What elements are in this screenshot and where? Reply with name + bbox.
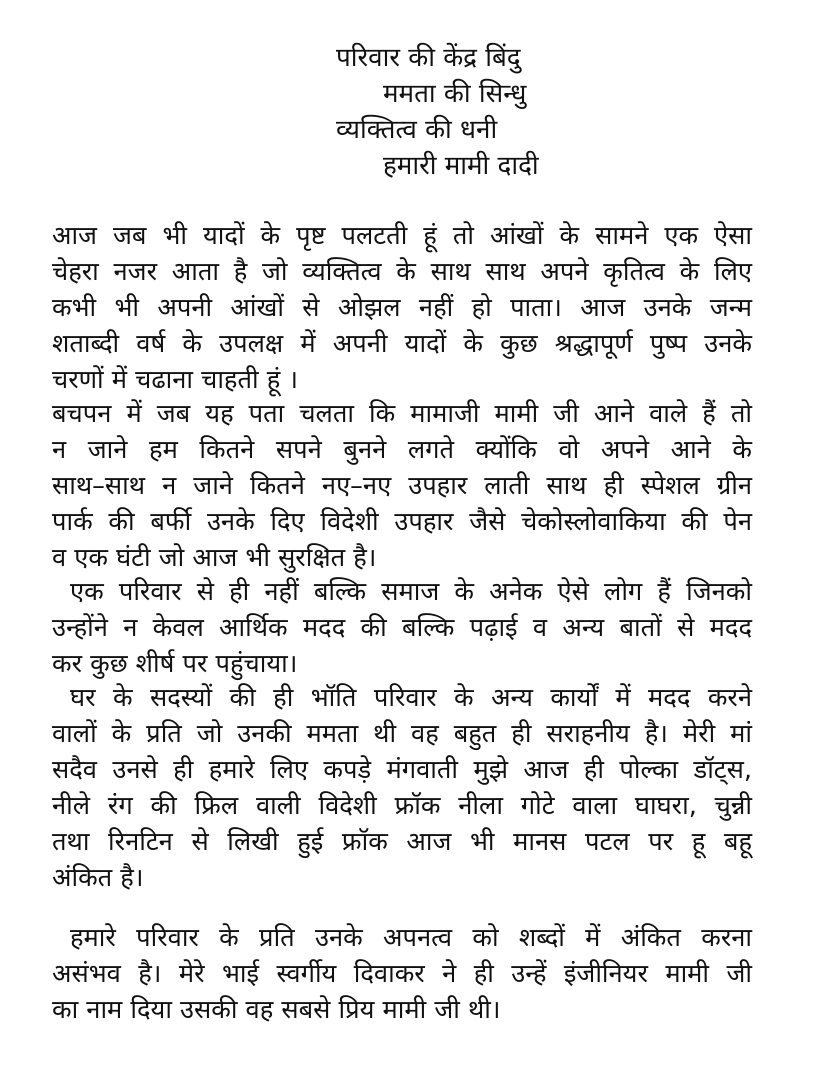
text-line: सदैव उनसे ही हमारे लिए कपड़े मंगवाती मुझे आज ही पोल्का डॉट्स,: [52, 755, 752, 785]
text-line: एक परिवार से ही नहीं बल्कि समाज के अनेक ऐसे लोग हैं जिनको: [70, 577, 752, 607]
text-line: कर कुछ शीर्ष पर पहुंचाया।: [52, 649, 298, 679]
text-line: साथ–साथ न जाने कितने नए–नए उपहार लाती साथ ही स्पेशल ग्रीन: [52, 471, 752, 501]
text-line: न जाने हम कितने सपने बुनने लगते क्योंकि वो अपने आने के: [52, 435, 752, 465]
text-line: अंकित है।: [52, 863, 144, 893]
text-line: हमारे परिवार के प्रति उनके अपनत्व को शब्दों में अंकित करना: [70, 923, 752, 953]
text-line: आज जब भी यादों के पृष्ट पलटती हूं तो आंखों के सामने एक ऐसा: [52, 221, 752, 251]
text-line: उन्होंने न केवल आर्थिक मदद की बल्कि पढ़ाई व अन्य बातों से मदद: [52, 613, 752, 643]
text-line: कभी भी अपनी आंखों से ओझल नहीं हो पाता। आज उनके जन्म: [52, 293, 752, 323]
text-line: शताब्दी वर्ष के उपलक्ष में अपनी यादों के कुछ श्रद्धापूर्ण पुष्प उनके: [52, 329, 752, 359]
text-line: चेहरा नजर आता है जो व्यक्तित्व के साथ साथ अपने कृतित्व के लिए: [52, 257, 752, 287]
text-line: असंभव है। मेरे भाई स्वर्गीय दिवाकर ने ही उन्हें इंजीनियर मामी जी: [52, 959, 752, 989]
text-line: चरणों में चढाना चाहती हूं ।: [52, 365, 299, 395]
text-line: का नाम दिया उसकी वह सबसे प्रिय मामी जी थी।: [52, 995, 501, 1025]
text-line: नीले रंग की फ्रिल वाली विदेशी फ्रॉक नीला गोटे वाला घाघरा, चुन्नी: [52, 791, 752, 821]
text-line: बचपन में जब यह पता चलता कि मामाजी मामी जी आने वाले हैं तो: [52, 399, 752, 429]
heading-line-1: परिवार की केंद्र बिंदु: [336, 43, 521, 73]
text-line: व एक घंटी जो आज भी सुरक्षित है।: [52, 543, 377, 573]
heading-line-4: हमारी मामी दादी: [383, 151, 539, 181]
text-line: वालों के प्रति जो उनकी ममता थी वह बहुत ही सराहनीय है। मेरी मां: [52, 719, 752, 749]
heading-line-2: ममता की सिन्धु: [383, 79, 527, 109]
text-line: तथा रिनटिन से लिखी हुई फ्रॉक आज भी मानस पटल पर हू बहू: [52, 827, 752, 857]
text-line: पार्क की बर्फी उनके दिए विदेशी उपहार जैसे चेकोस्लोवाकिया की पेन: [52, 507, 752, 537]
text-line: घर के सदस्यों की ही भॉति परिवार के अन्य कार्यों में मदद करने: [70, 683, 752, 713]
heading-line-3: व्यक्तित्व की धनी: [336, 115, 498, 145]
